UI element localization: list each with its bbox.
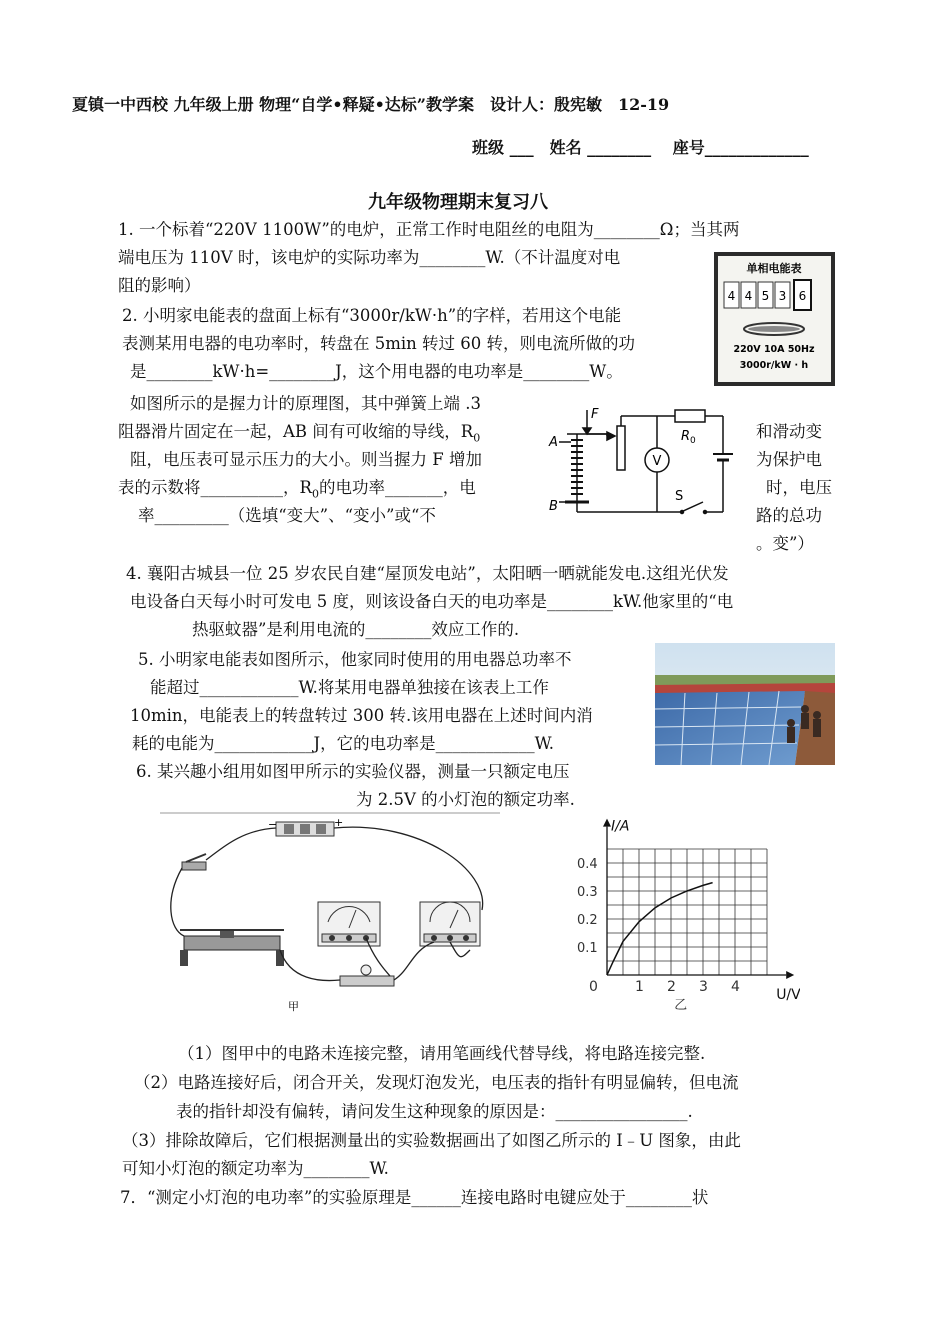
lamp-holder <box>340 965 394 986</box>
q6-line1: 6. 某兴趣小组用如图甲所示的实验仪器，测量一只额定电压 <box>136 762 570 781</box>
class-info: 班级 ___ 姓名 ________ 座号_____________ <box>472 138 809 157</box>
switch <box>182 854 206 870</box>
meter-spec1: 220V 10A 50Hz <box>733 344 815 355</box>
meter-digit: 4 <box>744 289 753 303</box>
y-tick-label: 0.3 <box>577 885 598 900</box>
q4-line2: 电设备白天每小时可发电 5 度，则该设备白天的电功率是________kW.他家里的“电 <box>130 592 734 611</box>
y-tick-label: 0.1 <box>577 941 598 956</box>
meter-spec2: 3000r/kW · h <box>739 360 809 371</box>
q5-line3: 10min，电能表上的转盘转过 300 转.该用电器在上述时间内消 <box>130 706 593 725</box>
energy-meter-figure <box>714 252 835 386</box>
q3-right3: 时，电压 <box>766 478 832 497</box>
label-A: A <box>549 435 558 450</box>
meter-digit: 4 <box>727 289 736 303</box>
rheostat <box>180 930 284 966</box>
x-tick-label: 4 <box>731 979 740 995</box>
x-axis-label: U/V <box>776 987 800 1003</box>
label-R0: R <box>681 429 691 444</box>
q3-line1: 如图所示的是握力计的原理图，其中弹簧上端 .3 <box>130 394 481 413</box>
q1-line1: 1. 一个标着“220V 1100W”的电炉，正常工作时电阻丝的电阻为________Ω；当其两 <box>118 220 740 239</box>
q3-line4: 表的示数将__________，$R_0$的电功率_______，电 <box>118 478 476 501</box>
q5-line1: 5. 小明家电能表如图所示，他家同时使用的用电器总功率不 <box>138 650 572 669</box>
battery-plus: + <box>334 816 344 829</box>
q3-right2: 为保护电 <box>756 450 822 469</box>
label-B: B <box>549 499 558 514</box>
iu-chart <box>575 810 800 1010</box>
q6-sub3-line1: （3）排除故障后，它们根据测量出的实验数据画出了如图乙所示的 I﹣U 图象，由此 <box>122 1131 741 1150</box>
circuit-figure <box>160 810 500 1018</box>
y-axis-label: I/A <box>611 818 630 835</box>
q3-line3: 阻，电压表可显示压力的大小。则当握力 F 增加 <box>130 450 482 469</box>
grip-meter-diagram <box>545 402 745 527</box>
label-V: V <box>652 454 662 469</box>
q1-line3: 阻的影响） <box>118 276 201 295</box>
page-title: 九年级物理期末复习八 <box>368 192 548 213</box>
q5-line4: 耗的电能为____________J，它的电功率是____________W. <box>132 734 554 753</box>
meter-digit-boxes <box>724 280 811 310</box>
x-tick-label: 0 <box>589 979 598 995</box>
q3-right5: 。变”） <box>756 534 814 553</box>
page-header: 夏镇一中西校 九年级上册 物理“自学•释疑•达标”教学案 设计人：殷宪敏 12-19 <box>72 95 670 114</box>
q6-sub2-line2: 表的指针却没有偏转，请问发生这种现象的原因是：________________. <box>176 1102 693 1121</box>
q6-sub2-line1: （2）电路连接好后，闭合开关，发现灯泡发光，电压表的指针有明显偏转，但电流 <box>134 1073 739 1092</box>
y-axis-arrow <box>603 819 611 827</box>
chart-caption: 乙 <box>674 998 688 1010</box>
q4-line3: 热驱蚊器”是利用电流的________效应工作的. <box>192 620 520 639</box>
circuit-caption: 甲 <box>288 1000 299 1013</box>
q3-right1: 和滑动变 <box>756 422 822 441</box>
meter-digit: 6 <box>798 289 807 303</box>
q2-line3: 是________kW·h=________J，这个用电器的电功率是________W。 <box>130 362 623 381</box>
q2-line2: 表测某用电器的电功率时，转盘在 5min 转过 60 转，则电流所做的功 <box>122 334 636 353</box>
battery-pack <box>268 816 343 836</box>
q2-line1: 2. 小明家电能表的盘面上标有“3000r/kW·h”的字样，若用这个电能 <box>122 306 622 325</box>
q3-line2: 阻器滑片固定在一起，AB 间有可收缩的导线，$R_0$ <box>118 422 481 445</box>
q4-line1: 4. 襄阳古城县一位 25 岁农民自建“屋顶发电站”，太阳晒一晒就能发电.这组光伏发 <box>126 564 729 583</box>
label-S: S <box>675 489 684 504</box>
x-axis-arrow <box>786 971 794 979</box>
q6-sub3-line2: 可知小灯泡的额定功率为________W. <box>122 1159 389 1178</box>
x-tick-label: 2 <box>667 979 676 995</box>
meter-disc-inner <box>748 326 800 332</box>
y-tick-label: 0.4 <box>577 857 598 872</box>
q3-right4: 路的总功 <box>756 506 822 525</box>
q3-line5: 率_________（选填“变大”、“变小”或“不 <box>138 506 436 525</box>
y-tick-label: 0.2 <box>577 913 598 928</box>
ammeter-device <box>420 902 480 946</box>
q6-line2: 为 2.5V 的小灯泡的额定功率. <box>356 790 575 809</box>
meter-digit: 5 <box>761 289 770 303</box>
q6-sub1: （1）图甲中的电路未连接完整，请用笔画线代替导线，将电路连接完整. <box>178 1044 706 1063</box>
x-tick-label: 3 <box>699 979 708 995</box>
q5-line2: 能超过____________W.将某用电器单独接在该表上工作 <box>150 678 549 697</box>
q1-line2: 端电压为 110V 时，该电炉的实际功率为________W.（不计温度对电 <box>118 248 621 267</box>
label-R0-sub: 0 <box>690 436 696 446</box>
solar-panel-photo <box>655 643 835 765</box>
meter-title: 单相电能表 <box>746 262 802 275</box>
label-F: F <box>591 407 599 422</box>
voltmeter-device <box>318 902 380 946</box>
meter-digit: 3 <box>778 289 787 303</box>
q7-line1: 7．“测定小灯泡的电功率”的实验原理是______连接电路时电键应处于________状 <box>120 1188 709 1207</box>
x-tick-label: 1 <box>635 979 644 995</box>
battery-minus: − <box>268 818 278 831</box>
